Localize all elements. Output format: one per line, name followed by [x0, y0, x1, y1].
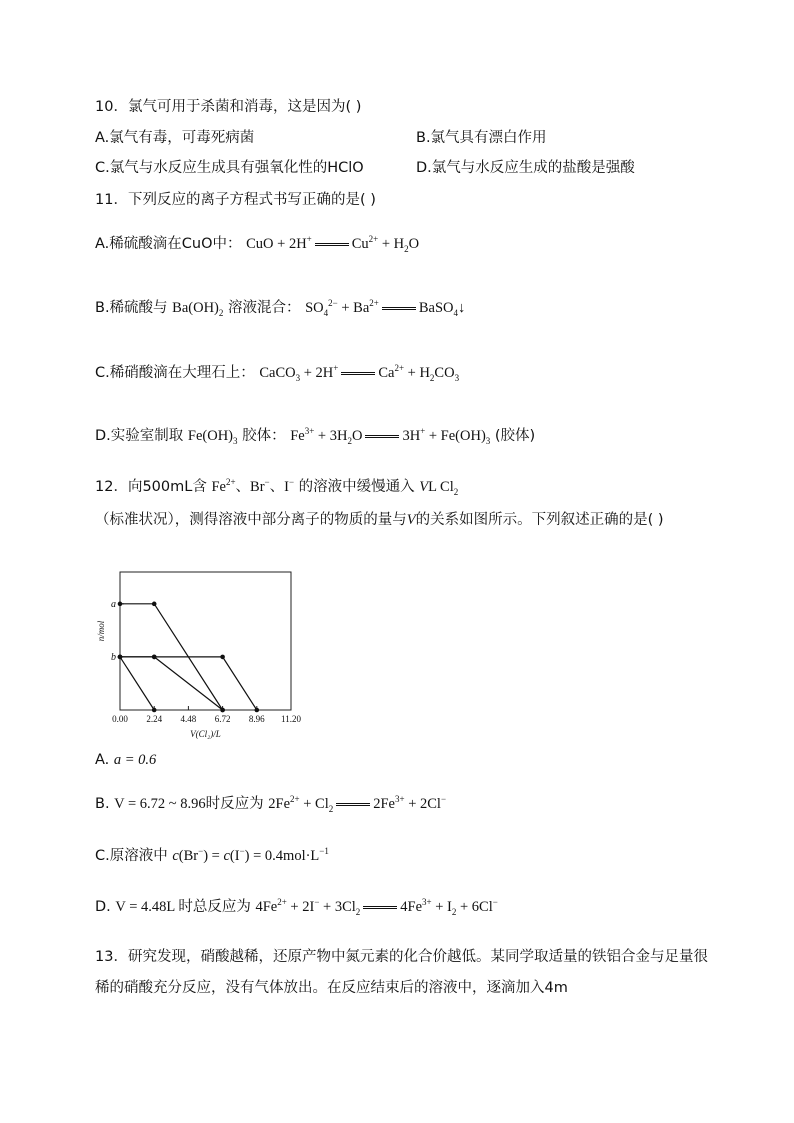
q10-option-d: D.氯气与水反应生成的盐酸是强酸	[416, 160, 635, 176]
series-line-0	[120, 657, 154, 710]
q11-option-a	[95, 234, 419, 254]
q11-option-d-label: D.实验室制取	[95, 428, 184, 444]
q10-option-c: C.氯气与水反应生成具有强氧化性的HClO	[95, 160, 364, 176]
q11-option-d-tail: (胶体)	[494, 428, 536, 444]
q13-text: 13．研究发现，硝酸越稀，还原产物中氮元素的化合价越低。某同学取适量的铁铝合金与足量很稀的硝酸充分反应，没有气体放出。在反应结束后的溶液中，逐滴加入4m	[95, 949, 708, 996]
q12-chart	[96, 570, 316, 745]
q12-option-a-expr: a = 0.6	[113, 752, 157, 768]
q11-option-d-formula: $Fe(OH)_3$	[187, 428, 238, 446]
q12-stem-part2: 的溶液中缓慢通入	[298, 479, 415, 495]
q11-option-c	[95, 363, 459, 383]
series-point	[152, 602, 157, 607]
q12-option-b	[95, 794, 446, 814]
series-point	[220, 655, 225, 660]
q12-option-d-condition: V = 4.48L 时总反应为	[115, 899, 251, 915]
y-tick-label-a: a	[111, 598, 116, 610]
q11-option-c-label: C.稀硝酸滴在大理石上：	[95, 365, 255, 381]
q12-stem-volume: VL $Cl_2$	[419, 479, 459, 497]
q12-stem-part4: 的关系如图所示。下列叙述正确的是( )	[415, 512, 664, 528]
q11-option-c-equation: CaCO$_3$ + 2H+ $Ca^{2+} + H_2CO_3$	[259, 363, 460, 383]
x-axis-label: V(Cl₂)/L	[190, 729, 221, 739]
x-tick-label: 11.20	[281, 714, 301, 724]
x-tick-label: 6.72	[214, 714, 231, 724]
q11-option-a-label: A.稀硫酸滴在CuO中：	[95, 236, 242, 252]
q12-option-d-label: D.	[95, 899, 111, 915]
q12-option-a	[95, 750, 156, 770]
q12-option-c-label: C.原溶液中	[95, 848, 168, 864]
q12-stem-v-symbol: V	[406, 512, 416, 528]
x-tick-label: 8.96	[248, 714, 265, 724]
q11-stem: 11．下列反应的离子方程式书写正确的是( )	[95, 192, 376, 208]
q12-option-d	[95, 897, 498, 917]
series-line-1	[120, 657, 223, 710]
y-tick-label-b: b	[111, 651, 116, 663]
q11-option-a-equation: CuO + 2H+ $Cu^{2+} + H_2O$	[246, 234, 420, 254]
q11-option-d	[95, 426, 535, 446]
q11-option-b-equation: $SO_4^{2-} + Ba^{2+}$ BaSO$_4$↓	[305, 298, 466, 318]
q10-option-a: A.氯气有毒，可毒死病菌	[95, 130, 255, 146]
q12-option-a-label: A.	[95, 752, 110, 768]
q12-stem-part1: 12．向500mL含	[95, 479, 207, 495]
series-point	[255, 708, 260, 713]
series-point	[152, 708, 157, 713]
series-point	[118, 655, 123, 660]
q12-stem-ions: $Fe^{2+}$	[211, 477, 236, 495]
series-point	[152, 655, 157, 660]
q12-option-c-expr: $c(Br^-) = c(I^-) = 0.4mol\cdot L^{-1}$	[172, 846, 329, 864]
q11-option-b	[95, 298, 465, 318]
q12-option-b-label: B.	[95, 796, 110, 812]
q10-stem: 10．氯气可用于杀菌和消毒，这是因为( )	[95, 99, 362, 115]
q12-stem-line2	[95, 505, 705, 536]
q11-option-b-label2: 溶液混合：	[228, 300, 301, 316]
x-tick-label: 2.24	[146, 714, 163, 724]
q12-option-b-range: V = 6.72 ~ 8.96时反应为	[114, 796, 264, 812]
q11-option-b-label: B.稀硫酸与	[95, 300, 168, 316]
y-axis-label: n/mol	[96, 620, 106, 642]
series-point	[118, 602, 123, 607]
x-tick-label: 4.48	[180, 714, 197, 724]
q10-option-b: B.氯气具有漂白作用	[416, 130, 547, 146]
series-point	[220, 708, 225, 713]
q12-chart-svg	[96, 570, 316, 745]
q12-stem-part3: （标准状况），测得溶液中部分离子的物质的量与	[95, 512, 407, 528]
q12-stem-line1: 12．向500mL含 $Fe^{2+}$、Br−、I− 的溶液中缓慢通入 VL $Cl_2$	[95, 477, 459, 497]
q12-option-b-equation: $2Fe^{2+} + Cl_2$ $2Fe^{3+} + 2Cl^-$	[268, 794, 447, 814]
q12-option-d-equation: $4Fe^{2+} + 2I^- + 3Cl_2$ $4Fe^{3+} + I_2 + 6Cl^-$	[255, 897, 498, 917]
q11-option-b-formula: $Ba(OH)_2$	[172, 300, 224, 318]
q12-option-c	[95, 846, 329, 866]
q11-option-d-label2: 胶体：	[242, 428, 286, 444]
q11-option-d-equation: $Fe^{3+} + 3H_2O$ $3H^+ + Fe(OH)_3$	[290, 426, 491, 446]
x-tick-label: 0.00	[112, 714, 128, 724]
chart-frame	[120, 572, 291, 710]
